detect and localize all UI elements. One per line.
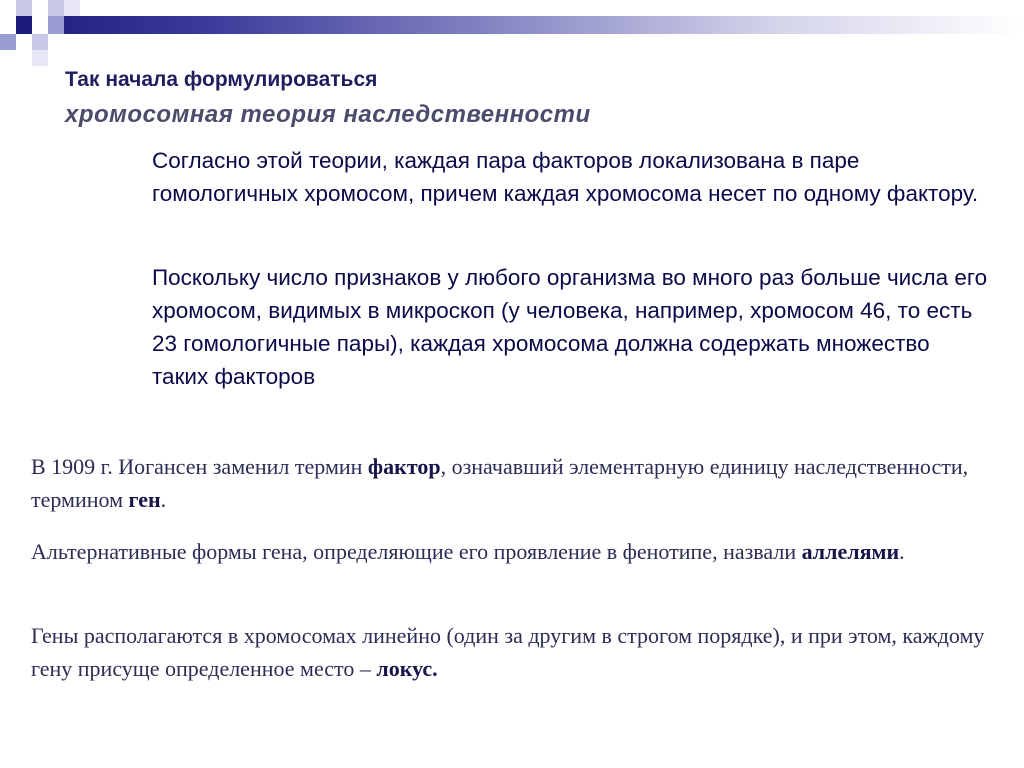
text-run: Альтернативные формы гена, определяющие его проявление в фенотипе, назвали (31, 539, 802, 564)
deco-square (16, 0, 32, 16)
text-run: , означавший элементарную единицу наследственности, термином (31, 454, 969, 512)
header-gradient-bar (0, 16, 1024, 34)
deco-square (0, 0, 16, 16)
text-run: В 1909 г. Иогансен заменил термин (31, 454, 368, 479)
slide-subtitle: хромосомная теория наследственности (65, 101, 591, 128)
deco-square (0, 16, 16, 34)
locus-paragraph (31, 619, 1001, 685)
text-run: . (160, 487, 167, 512)
deco-square (48, 16, 64, 34)
deco-square (32, 16, 48, 34)
deco-square (32, 50, 48, 66)
text-run: . (899, 539, 905, 564)
deco-square (64, 0, 80, 16)
term-factor: фактор (367, 454, 441, 479)
deco-square (48, 0, 64, 16)
slide-title: Так начала формулироваться (65, 68, 378, 91)
deco-square (16, 16, 32, 34)
term-alleles: аллелями (801, 539, 900, 564)
text-run: Гены располагаются в хромосомах линейно (один за другим в строгом порядке), и при этом, каждому гену присуще определенное место – (31, 623, 985, 681)
johannsen-paragraph (31, 450, 1001, 516)
theory-paragraph: Согласно этой теории, каждая пара факторов локализована в паре гомологичных хромосом, причем каждая хромосома несет по одному фактору. (152, 148, 979, 206)
chromosome-count-paragraph: Поскольку число признаков у любого организма во много раз больше числа его хромосом, видимых в микроскоп (у человека, например, хромосом 46, то есть 23 гомологичные пары), каждая хромосома должна содержать множество таких факторов (152, 265, 988, 389)
deco-square (16, 34, 32, 50)
deco-square (32, 34, 48, 50)
alleles-paragraph (31, 535, 1001, 568)
deco-square (0, 34, 16, 50)
term-locus: локус. (376, 656, 438, 681)
term-gene: ген (128, 487, 161, 512)
